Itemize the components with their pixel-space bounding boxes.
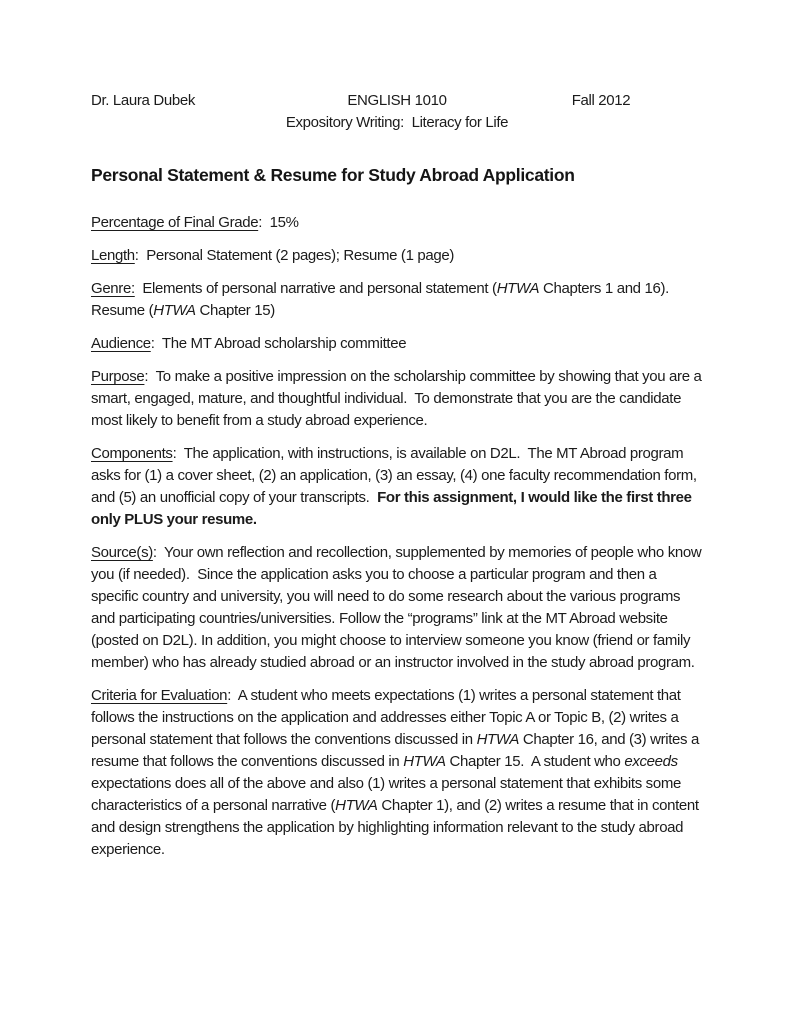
- text-run: : Your own reflection and recollection, supplemented by memories of people who know you (if needed). Since the application asks you to choose a particular program and then a specific country and university, you will need to do some research about the various programs and participating countries/universities. Follow the “programs” link at the MT Abroad website (posted on D2L). In addition, you might choose to interview someone you know (friend or family member) who has already studied abroad or an instructor involved in the study abroad program.: [91, 544, 706, 671]
- text-run: Chapter 15): [195, 302, 275, 319]
- text-run: HTWA: [476, 731, 520, 748]
- section-label: Components: [91, 445, 173, 462]
- term-label: Fall 2012: [571, 92, 631, 109]
- section-label: Percentage of Final Grade: [91, 214, 259, 231]
- text-run: For this assignment, I would like the first three only PLUS your resume.: [91, 489, 696, 528]
- section-label: Genre:: [91, 280, 135, 297]
- text-run: HTWA: [403, 753, 446, 770]
- text-run: exceeds: [624, 753, 678, 770]
- text-run: Chapter 16, and (3) writes a resume that follows the conventions discussed in: [91, 731, 703, 770]
- instructor-name: Dr. Laura Dubek: [91, 92, 195, 109]
- section-label: Length: [91, 247, 135, 264]
- percentage-paragraph: [91, 212, 703, 234]
- text-run: : 15%: [258, 214, 299, 231]
- text-run: : Personal Statement (2 pages); Resume (1 page): [134, 247, 454, 264]
- section-label: Purpose: [91, 368, 145, 385]
- section-label: Criteria for Evaluation: [91, 687, 228, 704]
- text-run: expectations does all of the above and also (1) writes a personal statement that exhibits some characteristics of a personal narrative (: [91, 753, 685, 814]
- text-run: : A student who meets expectations (1) writes a personal statement that follows the instructions on the application and addresses either Topic A or Topic B, (2) writes a personal statement that follows the conventions discussed in: [91, 687, 685, 748]
- text-run: HTWA: [153, 302, 196, 319]
- components-paragraph: [91, 443, 703, 531]
- text-run: HTWA: [335, 797, 378, 814]
- text-run: : The MT Abroad scholarship committee: [150, 335, 407, 352]
- section-label: Audience: [91, 335, 151, 352]
- document-body: [91, 212, 706, 861]
- course-code: ENGLISH 1010: [347, 92, 447, 109]
- text-run: HTWA: [496, 280, 540, 297]
- criteria-paragraph: [91, 685, 703, 861]
- text-run: : To make a positive impression on the scholarship committee by showing that you are a smart, engaged, mature, and thoughtful individual. To demonstrate that you are the candidate most likely to benefit from a study abroad experience.: [91, 368, 706, 429]
- text-run: Chapter 1), and (2) writes a resume that in content and design strengthens the application by highlighting information relevant to the study abroad experience.: [91, 797, 703, 858]
- text-run: Chapters 1 and 16). Resume (: [91, 280, 673, 319]
- text-run: Chapter 15. A student who: [445, 753, 625, 770]
- purpose-paragraph: [91, 366, 706, 432]
- audience-paragraph: [91, 333, 703, 355]
- document-title: Personal Statement & Resume for Study Abroad Application: [91, 165, 575, 185]
- text-run: Elements of personal narrative and personal statement (: [134, 280, 497, 297]
- text-run: : The application, with instructions, is available on D2L. The MT Abroad program asks for (1) a cover sheet, (2) an application, (3) an essay, (4) one faculty recommendation form, and (5) an unofficial copy of your transcripts.: [91, 445, 701, 506]
- length-paragraph: [91, 245, 703, 267]
- course-subtitle: Expository Writing: Literacy for Life: [285, 114, 509, 131]
- genre-paragraph: [91, 278, 703, 322]
- section-label: Source(s): [91, 544, 153, 561]
- document-header: [91, 90, 703, 112]
- sources-paragraph: [91, 542, 706, 674]
